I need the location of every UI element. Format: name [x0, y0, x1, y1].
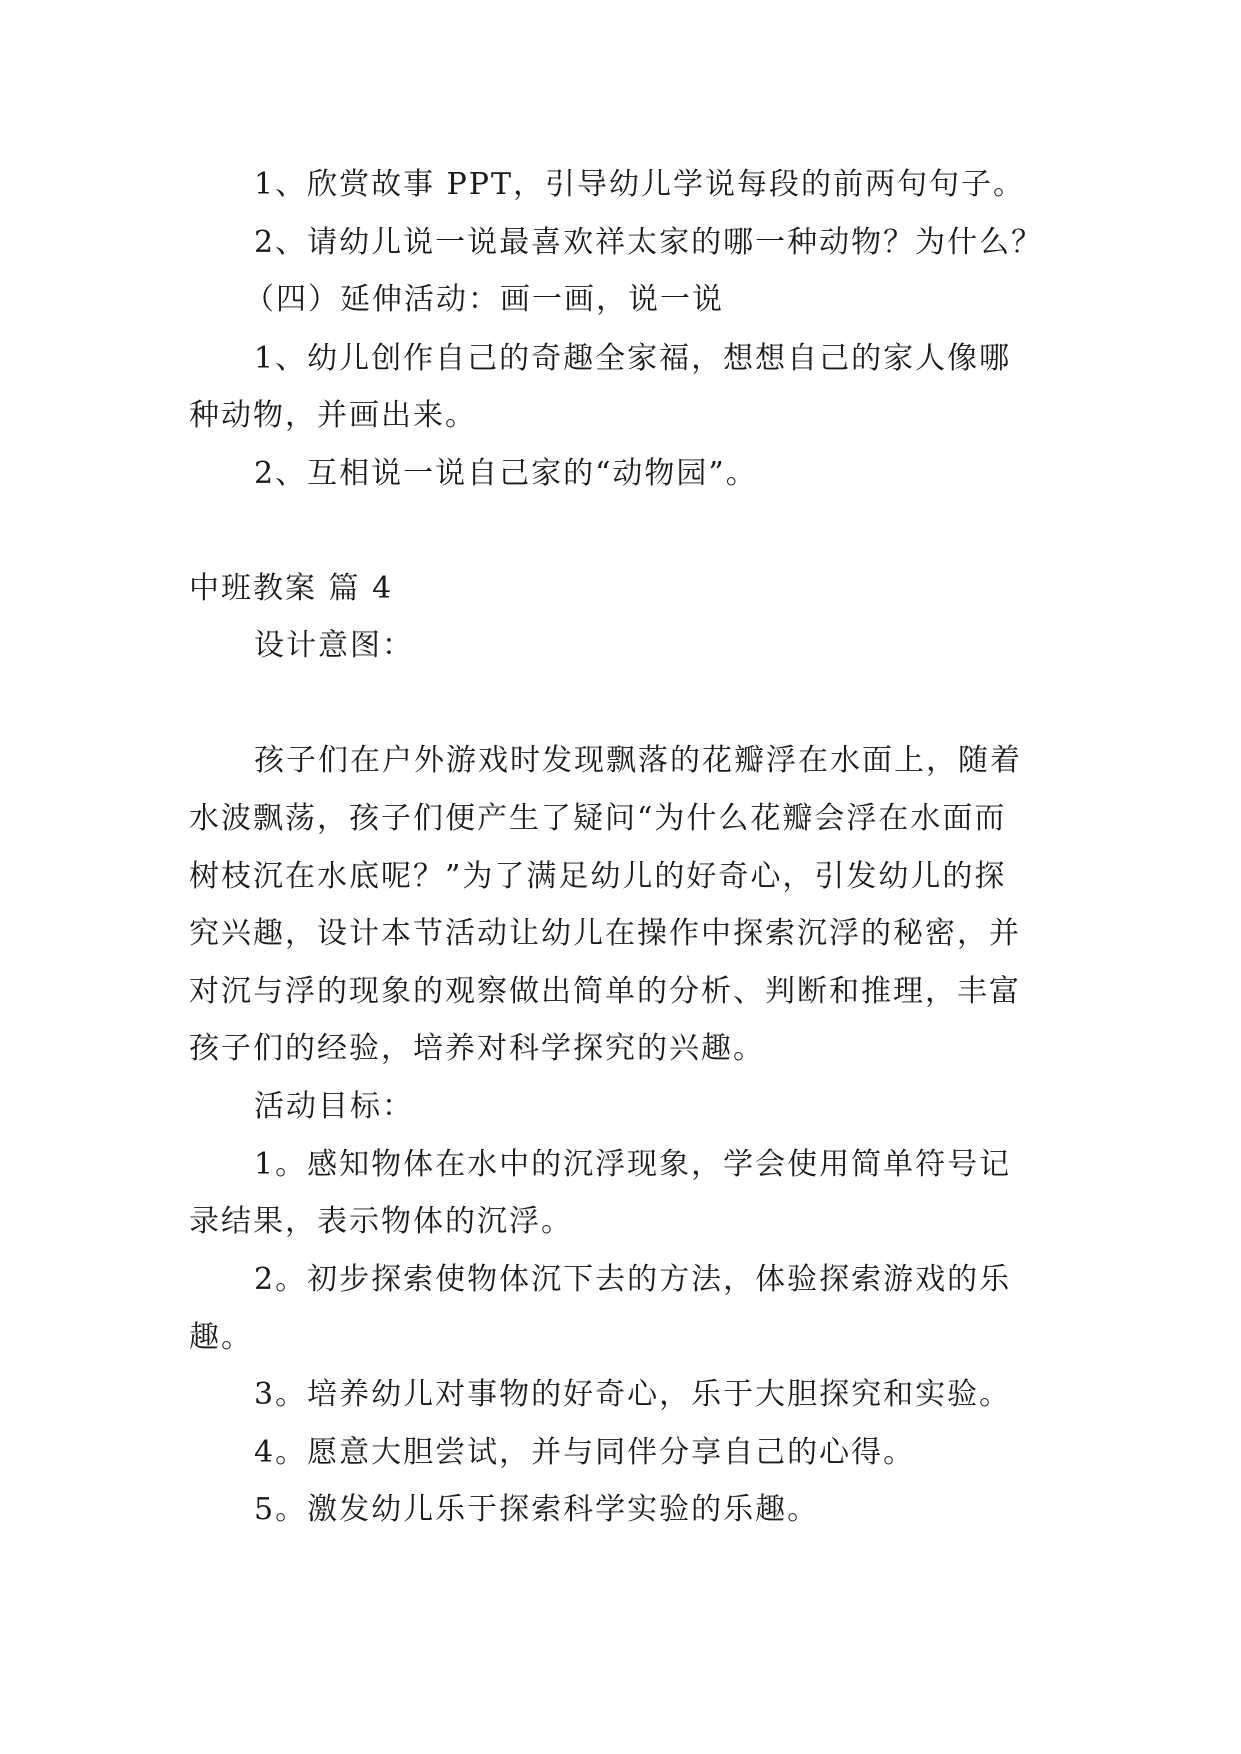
text-line: 树枝沉在水底呢？”为了满足幼儿的好奇心，引发幼儿的探	[189, 859, 1007, 894]
text-line: 4。愿意大胆尝试，并与同伴分享自己的心得。	[254, 1435, 916, 1470]
subheading: 设计意图：	[254, 628, 414, 663]
text-line: 录结果，表示物体的沉浮。	[189, 1204, 573, 1239]
text-line: 水波飘荡，孩子们便产生了疑问“为什么花瓣会浮在水面而	[189, 801, 1007, 836]
text-line: 3。培养幼儿对事物的好奇心，乐于大胆探究和实验。	[254, 1377, 1012, 1412]
text-line: 究兴趣，设计本节活动让幼儿在操作中探索沉浮的秘密，并	[189, 916, 1021, 951]
text-line: 趣。	[189, 1320, 253, 1355]
text-line: 1、幼儿创作自己的奇趣全家福，想想自己的家人像哪	[254, 341, 1012, 376]
text-line: 2、互相说一说自己家的“动物园”。	[254, 456, 758, 491]
text-line: 孩子们在户外游戏时发现飘落的花瓣浮在水面上，随着	[254, 743, 1022, 778]
text-line: 2、请幼儿说一说最喜欢祥太家的哪一种动物？为什么？	[254, 225, 1044, 260]
text-line: 1。感知物体在水中的沉浮现象，学会使用简单符号记	[254, 1147, 1012, 1182]
section-heading: （四）延伸活动：画一画，说一说	[244, 282, 724, 317]
text-line: 种动物，并画出来。	[189, 398, 477, 433]
subheading: 活动目标：	[254, 1089, 414, 1124]
text-line: 孩子们的经验，培养对科学探究的兴趣。	[189, 1031, 765, 1066]
text-line: 1、欣赏故事 PPT，引导幼儿学说每段的前两句句子。	[254, 167, 1026, 202]
text-line: 5。激发幼儿乐于探索科学实验的乐趣。	[254, 1492, 820, 1527]
text-line: 2。初步探索使物体沉下去的方法，体验探索游戏的乐	[254, 1262, 1012, 1297]
text-line: 对沉与浮的现象的观察做出简单的分析、判断和推理，丰富	[189, 974, 1021, 1009]
section-title: 中班教案 篇 4	[189, 571, 394, 606]
